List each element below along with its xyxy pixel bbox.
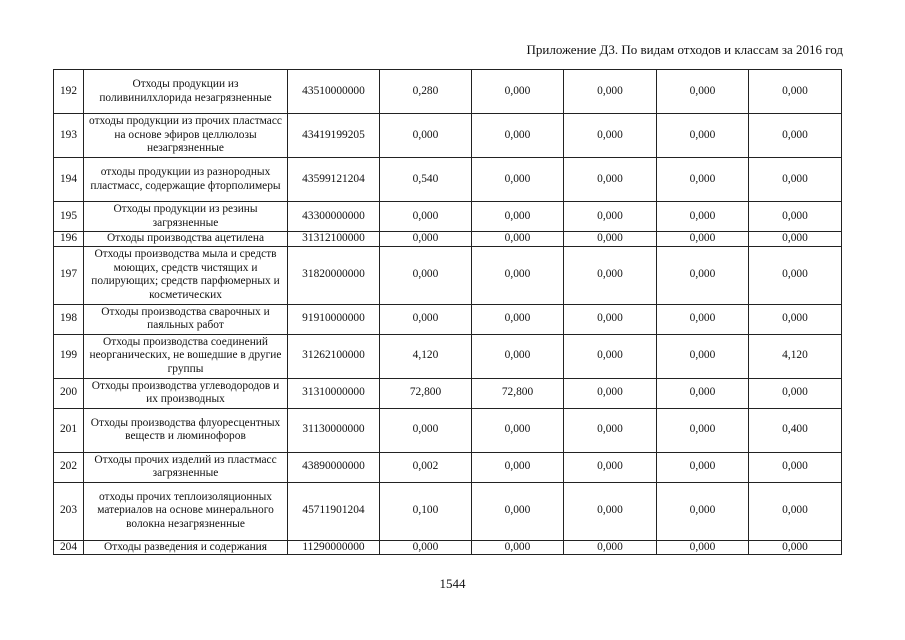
value-col-3: 0,000 (564, 408, 657, 452)
waste-name: Отходы производства флуоресцентных веществ и люминофоров (84, 408, 288, 452)
table-row (54, 202, 842, 232)
value-col-5: 0,000 (749, 232, 842, 247)
value-col-4: 0,000 (657, 304, 749, 334)
waste-code: 91910000000 (288, 304, 380, 334)
value-col-2: 0,000 (472, 202, 564, 232)
value-col-3: 0,000 (564, 304, 657, 334)
value-col-5: 4,120 (749, 334, 842, 378)
value-col-5: 0,000 (749, 378, 842, 408)
value-col-3: 0,000 (564, 158, 657, 202)
waste-code: 11290000000 (288, 540, 380, 555)
value-col-3: 0,000 (564, 70, 657, 114)
waste-name: Отходы производства соединений неорганических, не вошедшие в другие группы (84, 334, 288, 378)
value-col-2: 0,000 (472, 482, 564, 540)
waste-code: 31130000000 (288, 408, 380, 452)
value-col-1: 0,000 (380, 246, 472, 304)
value-col-4: 0,000 (657, 70, 749, 114)
value-col-1: 72,800 (380, 378, 472, 408)
value-col-4: 0,000 (657, 246, 749, 304)
value-col-2: 0,000 (472, 158, 564, 202)
value-col-2: 0,000 (472, 540, 564, 555)
value-col-1: 0,000 (380, 540, 472, 555)
row-number: 201 (54, 408, 84, 452)
row-number: 202 (54, 452, 84, 482)
table-row (54, 540, 842, 555)
waste-code: 31312100000 (288, 232, 380, 247)
waste-code: 31262100000 (288, 334, 380, 378)
value-col-4: 0,000 (657, 158, 749, 202)
row-number: 200 (54, 378, 84, 408)
value-col-2: 0,000 (472, 114, 564, 158)
page-header: Приложение Д3. По видам отходов и классам за 2016 год (526, 42, 843, 57)
table-row (54, 452, 842, 482)
table-body (54, 70, 842, 555)
value-col-1: 0,000 (380, 304, 472, 334)
value-col-5: 0,000 (749, 202, 842, 232)
value-col-2: 0,000 (472, 246, 564, 304)
row-number: 198 (54, 304, 84, 334)
value-col-2: 0,000 (472, 408, 564, 452)
waste-name: Отходы прочих изделий из пластмасс загрязненные (84, 452, 288, 482)
value-col-2: 0,000 (472, 232, 564, 247)
value-col-5: 0,000 (749, 304, 842, 334)
waste-name: Отходы производства мыла и средств моющих, средств чистящих и полирующих; средств парфюмерных и косметических (84, 246, 288, 304)
value-col-1: 0,000 (380, 232, 472, 247)
waste-name: Отходы производства ацетилена (84, 232, 288, 247)
waste-name: Отходы разведения и содержания (84, 540, 288, 555)
value-col-5: 0,400 (749, 408, 842, 452)
table-row (54, 304, 842, 334)
waste-code: 31820000000 (288, 246, 380, 304)
value-col-3: 0,000 (564, 114, 657, 158)
table-row (54, 246, 842, 304)
waste-table (53, 69, 842, 555)
waste-code: 43890000000 (288, 452, 380, 482)
row-number: 194 (54, 158, 84, 202)
value-col-4: 0,000 (657, 540, 749, 555)
waste-code: 43599121204 (288, 158, 380, 202)
value-col-4: 0,000 (657, 202, 749, 232)
row-number: 192 (54, 70, 84, 114)
value-col-4: 0,000 (657, 232, 749, 247)
waste-code: 43510000000 (288, 70, 380, 114)
row-number: 193 (54, 114, 84, 158)
waste-name: Отходы продукции из поливинилхлорида незагрязненные (84, 70, 288, 114)
waste-code: 31310000000 (288, 378, 380, 408)
table-row (54, 482, 842, 540)
table-row (54, 70, 842, 114)
value-col-5: 0,000 (749, 452, 842, 482)
value-col-1: 0,540 (380, 158, 472, 202)
waste-name: Отходы продукции из резины загрязненные (84, 202, 288, 232)
value-col-2: 0,000 (472, 452, 564, 482)
waste-code: 45711901204 (288, 482, 380, 540)
table-row (54, 158, 842, 202)
value-col-5: 0,000 (749, 70, 842, 114)
value-col-5: 0,000 (749, 246, 842, 304)
value-col-2: 72,800 (472, 378, 564, 408)
value-col-3: 0,000 (564, 202, 657, 232)
value-col-4: 0,000 (657, 452, 749, 482)
value-col-3: 0,000 (564, 246, 657, 304)
value-col-1: 0,000 (380, 114, 472, 158)
waste-code: 43419199205 (288, 114, 380, 158)
row-number: 199 (54, 334, 84, 378)
table-row (54, 408, 842, 452)
value-col-5: 0,000 (749, 482, 842, 540)
value-col-4: 0,000 (657, 334, 749, 378)
value-col-2: 0,000 (472, 70, 564, 114)
value-col-3: 0,000 (564, 452, 657, 482)
row-number: 196 (54, 232, 84, 247)
page-number: 1544 (439, 576, 466, 591)
waste-code: 43300000000 (288, 202, 380, 232)
row-number: 203 (54, 482, 84, 540)
value-col-1: 0,002 (380, 452, 472, 482)
value-col-3: 0,000 (564, 334, 657, 378)
row-number: 204 (54, 540, 84, 555)
value-col-1: 0,000 (380, 408, 472, 452)
value-col-5: 0,000 (749, 540, 842, 555)
table-row (54, 378, 842, 408)
value-col-4: 0,000 (657, 378, 749, 408)
waste-name: отходы продукции из прочих пластмасс на основе эфиров целлюлозы незагрязненные (84, 114, 288, 158)
waste-name: Отходы производства углеводородов и их производных (84, 378, 288, 408)
value-col-3: 0,000 (564, 540, 657, 555)
row-number: 197 (54, 246, 84, 304)
row-number: 195 (54, 202, 84, 232)
value-col-4: 0,000 (657, 482, 749, 540)
value-col-3: 0,000 (564, 482, 657, 540)
waste-name: Отходы производства сварочных и паяльных работ (84, 304, 288, 334)
value-col-3: 0,000 (564, 378, 657, 408)
value-col-1: 4,120 (380, 334, 472, 378)
table-row (54, 334, 842, 378)
value-col-1: 0,100 (380, 482, 472, 540)
table-row (54, 232, 842, 247)
value-col-2: 0,000 (472, 334, 564, 378)
value-col-1: 0,280 (380, 70, 472, 114)
table-row (54, 114, 842, 158)
value-col-5: 0,000 (749, 114, 842, 158)
waste-name: отходы прочих теплоизоляционных материалов на основе минерального волокна незагрязненные (84, 482, 288, 540)
value-col-5: 0,000 (749, 158, 842, 202)
value-col-2: 0,000 (472, 304, 564, 334)
value-col-4: 0,000 (657, 114, 749, 158)
waste-name: отходы продукции из разнородных пластмасс, содержащие фторполимеры (84, 158, 288, 202)
value-col-3: 0,000 (564, 232, 657, 247)
value-col-4: 0,000 (657, 408, 749, 452)
value-col-1: 0,000 (380, 202, 472, 232)
